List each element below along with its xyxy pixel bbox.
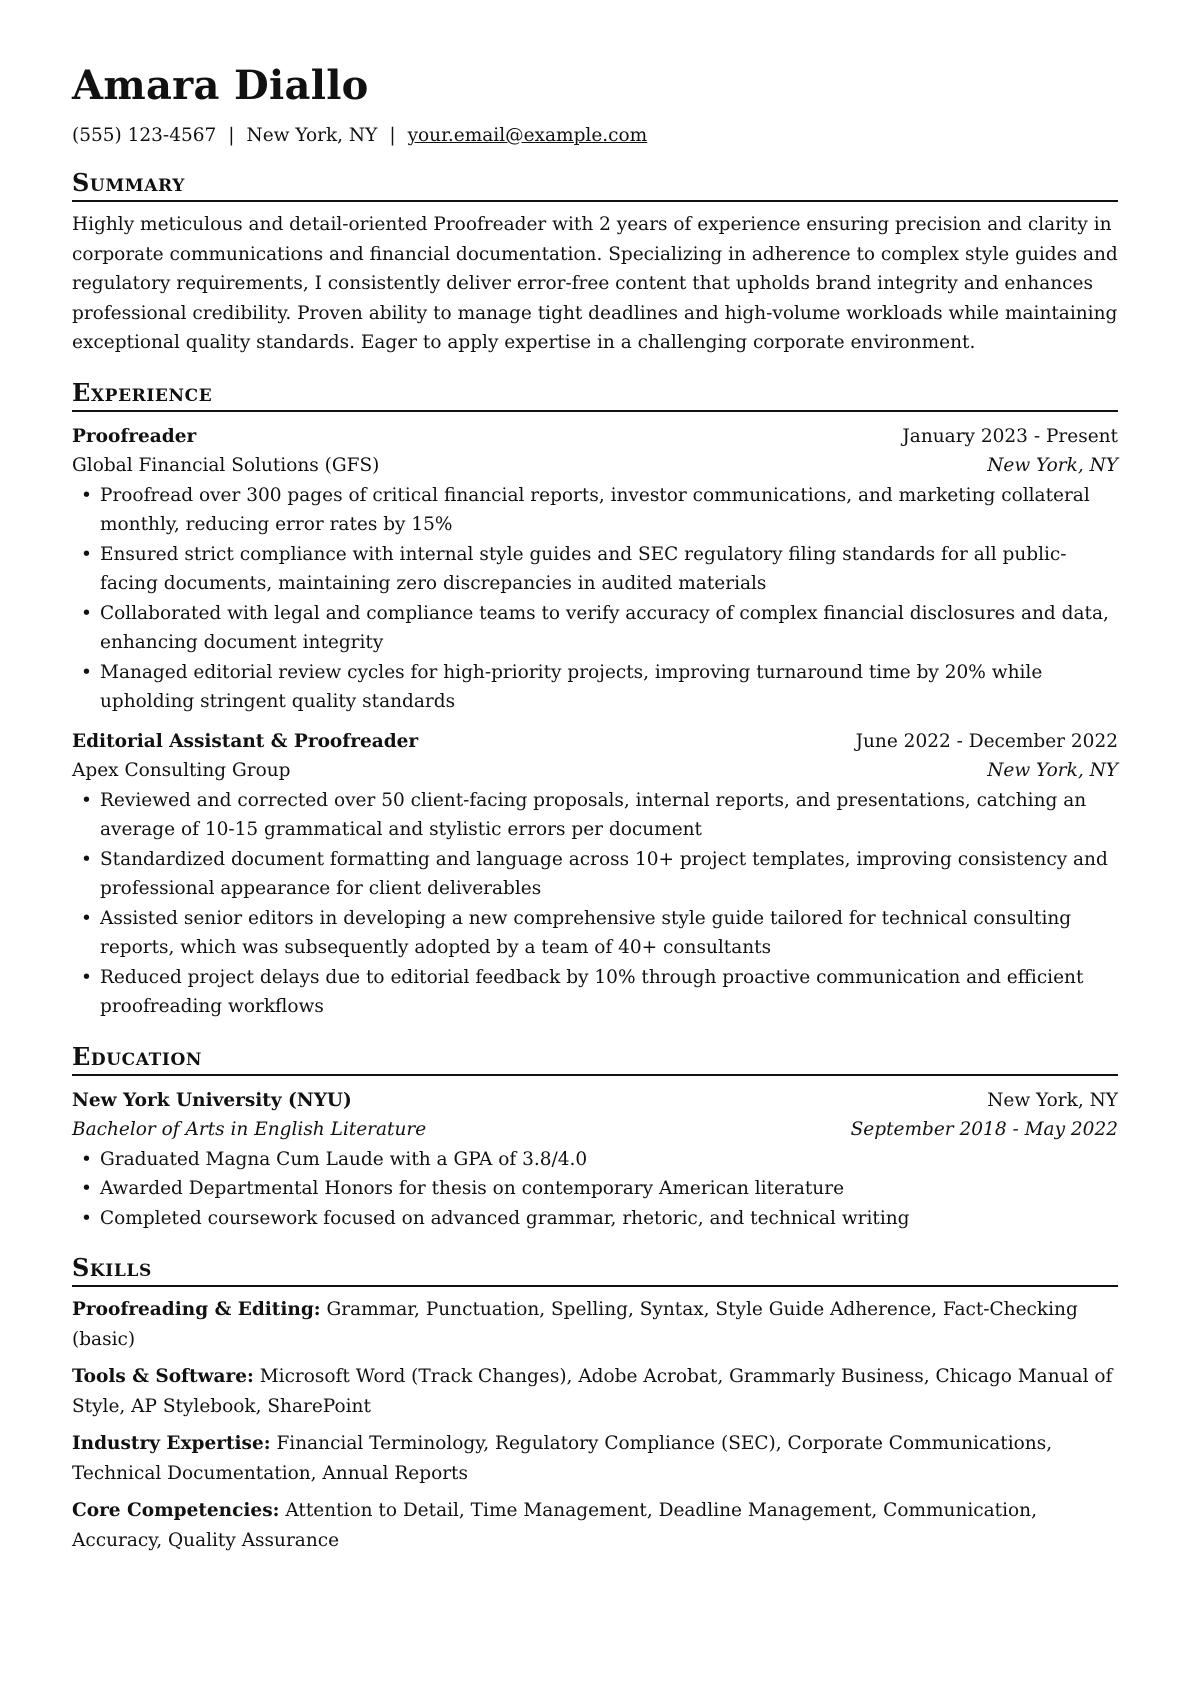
school-name: New York University (NYU)	[72, 1089, 352, 1111]
degree-row	[72, 1115, 1118, 1145]
job-bullets	[72, 481, 1118, 717]
bullet-item: • Graduated Magna Cum Laude with a GPA of 3.8/4.0	[72, 1145, 1118, 1175]
education-entry	[72, 1086, 1118, 1234]
skill-group	[72, 1362, 1118, 1421]
experience-entry	[72, 727, 1118, 1022]
bullet-item: • Reviewed and corrected over 50 client-facing proposals, internal reports, and presentations, catching an average of 10-15 grammatical and stylistic errors per document	[72, 786, 1118, 845]
bullet-item: • Reduced project delays due to editorial feedback by 10% through proactive communication and efficient proofreading workflows	[72, 963, 1118, 1022]
bullet-item: • Completed coursework focused on advanced grammar, rhetoric, and technical writing	[72, 1204, 1118, 1234]
job-header-row	[72, 727, 1118, 757]
candidate-name: Amara Diallo	[72, 62, 369, 109]
bullet-item: • Ensured strict compliance with internal style guides and SEC regulatory filing standards for all public-facing documents, maintaining zero discrepancies in audited materials	[72, 540, 1118, 599]
contact-separator: |	[228, 125, 235, 146]
skill-label: Proofreading & Editing:	[72, 1299, 321, 1320]
phone-number: (555) 123-4567	[72, 125, 217, 146]
skill-group	[72, 1295, 1118, 1354]
bullet-item: • Collaborated with legal and compliance teams to verify accuracy of complex financial disclosures and data, enhancing document integrity	[72, 599, 1118, 658]
degree-name: Bachelor of Arts in English Literature	[72, 1119, 427, 1140]
bullet-item: • Awarded Departmental Honors for thesis on contemporary American literature	[72, 1174, 1118, 1204]
job-bullets	[72, 786, 1118, 1022]
job-location: New York, NY	[987, 455, 1118, 476]
school-location: New York, NY	[987, 1089, 1118, 1111]
skill-list: Financial Terminology, Regulatory Compliance (SEC), Corporate Communications, Technical Documentation, Annual Reports	[72, 1433, 1053, 1484]
job-dates: June 2022 - December 2022	[855, 730, 1118, 752]
job-company: Apex Consulting Group	[72, 760, 291, 781]
job-company-row	[72, 756, 1118, 786]
contact-line	[72, 124, 1118, 148]
job-title: Proofreader	[72, 425, 197, 447]
bullet-item: • Proofread over 300 pages of critical financial reports, investor communications, and marketing collateral monthly, reducing error rates by 15%	[72, 481, 1118, 540]
job-dates: January 2023 - Present	[902, 425, 1118, 447]
education-bullets	[72, 1145, 1118, 1234]
bullet-item: • Assisted senior editors in developing a new comprehensive style guide tailored for technical consulting reports, which was subsequently adopted by a team of 40+ consultants	[72, 904, 1118, 963]
section-title-summary: Summary	[72, 168, 1118, 202]
experience-entry	[72, 422, 1118, 717]
skill-label: Industry Expertise:	[72, 1433, 271, 1454]
job-company-row	[72, 451, 1118, 481]
job-location: New York, NY	[987, 760, 1118, 781]
skill-label: Core Competencies:	[72, 1500, 280, 1521]
summary-text: Highly meticulous and detail-oriented Proofreader with 2 years of experience ensuring precision and clarity in corporate communications and financial documentation. Specializing in adherence to complex style guides and regulatory requirements, I consistently deliver error-free content that upholds brand integrity and enhances professional credibility. Proven ability to manage tight deadlines and high-volume workloads while maintaining exceptional quality standards. Eager to apply expertise in a challenging corporate environment.	[72, 214, 1118, 353]
bullet-item: • Standardized document formatting and language across 10+ project templates, improving consistency and professional appearance for client deliverables	[72, 845, 1118, 904]
section-title-skills: Skills	[72, 1253, 1118, 1287]
job-header-row	[72, 422, 1118, 452]
skill-group	[72, 1429, 1118, 1488]
school-row	[72, 1086, 1118, 1116]
contact-separator: |	[389, 125, 396, 146]
contact-location: New York, NY	[246, 125, 378, 146]
job-title: Editorial Assistant & Proofreader	[72, 730, 419, 752]
skill-list: Grammar, Punctuation, Spelling, Syntax, Style Guide Adherence, Fact-Checking (basic)	[72, 1299, 1078, 1350]
section-title-education: Education	[72, 1042, 1118, 1076]
job-company: Global Financial Solutions (GFS)	[72, 455, 380, 476]
bullet-item: • Managed editorial review cycles for high-priority projects, improving turnaround time by 20% while upholding stringent quality standards	[72, 658, 1118, 717]
skill-list: Microsoft Word (Track Changes), Adobe Acrobat, Grammarly Business, Chicago Manual of Style, AP Stylebook, SharePoint	[72, 1366, 1113, 1417]
skill-list: Attention to Detail, Time Management, Deadline Management, Communication, Accuracy, Quality Assurance	[72, 1500, 1037, 1551]
email-link[interactable]: your.email@example.com	[407, 125, 648, 146]
education-dates: September 2018 - May 2022	[850, 1119, 1118, 1140]
skill-group	[72, 1496, 1118, 1555]
skill-label: Tools & Software:	[72, 1366, 254, 1387]
section-title-experience: Experience	[72, 378, 1118, 412]
